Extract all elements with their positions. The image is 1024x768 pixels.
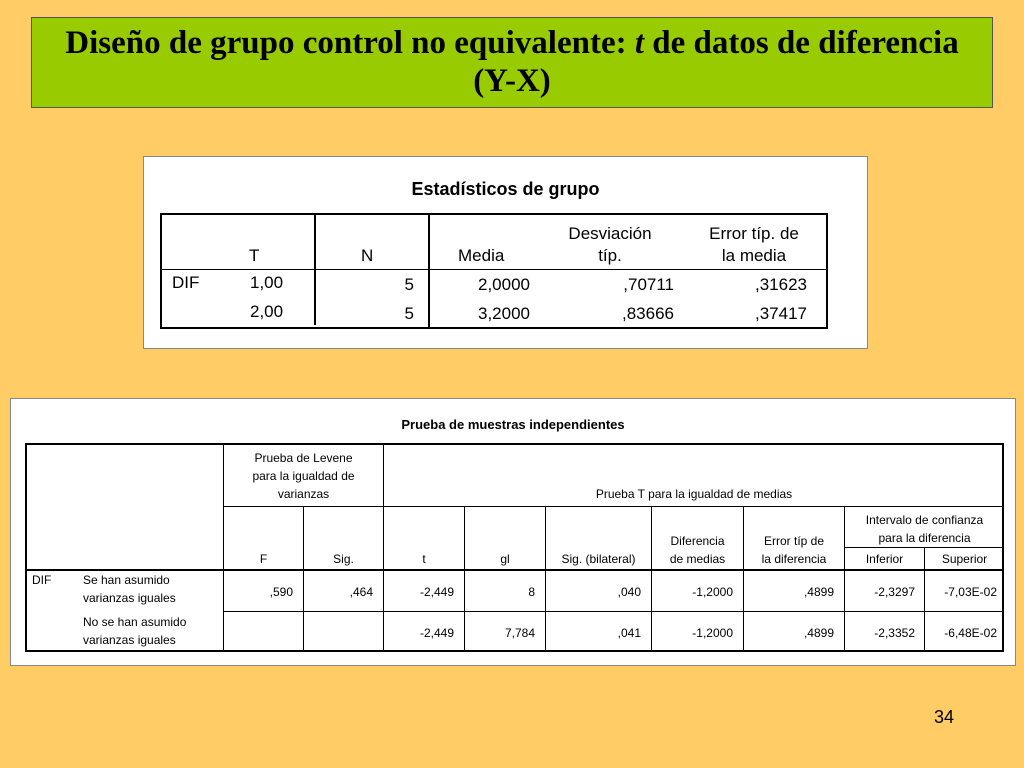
col-err-1: Error típ de <box>763 534 825 548</box>
row1-t: 1,00 <box>250 273 284 292</box>
title-suffix: de datos de diferencia <box>644 25 959 61</box>
col-err-2: la diferencia <box>761 552 827 566</box>
row2-dif: -1,2000 <box>692 626 733 640</box>
row2-gl: 7,784 <box>504 626 535 640</box>
row1-desv: ,70711 <box>623 275 674 294</box>
header-t: T <box>249 246 260 265</box>
col-dif-1: Diferencia <box>670 534 725 548</box>
row1-inf: -2,3297 <box>874 585 915 599</box>
col-gl: gl <box>500 552 510 566</box>
row1-dif: -1,2000 <box>692 585 733 599</box>
row2-t: 2,00 <box>250 302 284 321</box>
col-dif-2: de medias <box>669 552 726 566</box>
row1-gl: 8 <box>528 585 535 599</box>
row1-f: ,590 <box>269 585 293 599</box>
row2-media: 3,2000 <box>478 304 530 323</box>
col-t: t <box>422 552 426 566</box>
row1-err: ,31623 <box>755 275 807 294</box>
col-f: F <box>259 552 268 566</box>
title-banner <box>31 17 993 108</box>
ci-header-2: para la diferencia <box>878 531 971 545</box>
col-sig-bil: Sig. (bilateral) <box>561 552 636 566</box>
ttest-header: Prueba T para la igualdad de medias <box>595 487 793 501</box>
group-stats-table <box>143 156 868 349</box>
header-desv-2: típ. <box>598 246 622 265</box>
levene-header-2: para la igualdad de <box>252 469 355 483</box>
header-err-2: la media <box>721 246 787 265</box>
row1-sig-bil: ,040 <box>617 585 641 599</box>
header-media: Media <box>458 246 505 265</box>
row2-err: ,4899 <box>803 626 834 640</box>
row1-t: -2,449 <box>419 585 454 599</box>
title-line-2: (Y-X) <box>473 63 551 99</box>
slide-title <box>32 24 992 100</box>
row2-label-2: varianzas iguales <box>83 633 176 647</box>
row2-err: ,37417 <box>755 304 807 323</box>
row2-inf: -2,3352 <box>874 626 915 640</box>
row1-label-1: Se han asumido <box>83 573 170 587</box>
ind-test-caption: Prueba de muestras independientes <box>401 417 625 432</box>
ind-var-label: DIF <box>32 573 52 587</box>
ci-header-1: Intervalo de confianza <box>865 513 984 527</box>
levene-header-3: varianzas <box>277 487 330 501</box>
page-number: 34 <box>934 707 955 727</box>
var-label: DIF <box>172 273 200 292</box>
header-err-1: Error típ. de <box>709 224 799 243</box>
row1-n: 5 <box>404 275 414 294</box>
col-sig: Sig. <box>333 552 354 566</box>
row2-sig-bil: ,041 <box>617 626 641 640</box>
row1-err: ,4899 <box>803 585 834 599</box>
title-italic-t: t <box>634 25 645 61</box>
row2-t: -2,449 <box>419 626 454 640</box>
header-n: N <box>361 246 374 265</box>
row2-sup: -6,48E-02 <box>944 626 997 640</box>
row1-media: 2,0000 <box>478 275 530 294</box>
title-prefix: Diseño de grupo control no equivalente: <box>65 25 635 61</box>
row2-label-1: No se han asumido <box>83 615 187 629</box>
row2-desv: ,83666 <box>622 304 674 323</box>
levene-header-1: Prueba de Levene <box>254 451 353 465</box>
col-superior: Superior <box>941 552 988 566</box>
group-stats-caption: Estadísticos de grupo <box>411 179 600 199</box>
independent-samples-table <box>10 398 1016 666</box>
col-inferior: Inferior <box>865 552 904 566</box>
row1-sup: -7,03E-02 <box>944 585 997 599</box>
row2-n: 5 <box>404 304 414 323</box>
title-line-1 <box>32 24 992 62</box>
row1-sig: ,464 <box>349 585 373 599</box>
header-desv-1: Desviación <box>568 224 652 243</box>
row1-label-2: varianzas iguales <box>83 591 176 605</box>
